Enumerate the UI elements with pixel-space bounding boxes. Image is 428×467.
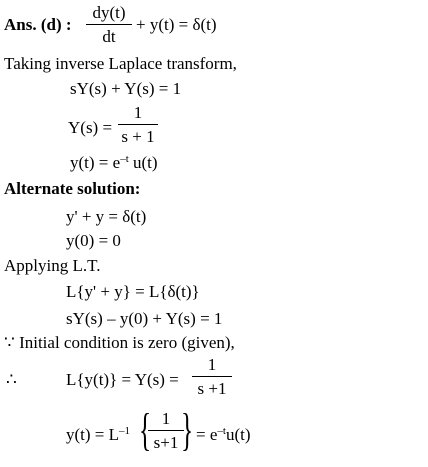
alternate-heading: Alternate solution:: [4, 179, 141, 198]
text-taking-inverse: Taking inverse Laplace transform,: [4, 54, 237, 73]
ys-fraction: [118, 104, 158, 145]
final-denominator: s+1: [153, 433, 179, 452]
fraction-bar: [118, 124, 158, 125]
equation-ly-lhs: L{y(t)} = Y(s) =: [66, 370, 179, 389]
ly-fraction: [192, 356, 232, 397]
final-rhs-base: = e: [196, 425, 218, 444]
equation-ode: y' + y = δ(t): [66, 207, 147, 226]
fraction-bar: [192, 376, 232, 377]
left-brace: {: [138, 404, 152, 455]
ode-rest: + y(t) = δ(t): [136, 15, 217, 34]
equation-ys-lhs: Y(s) =: [68, 118, 113, 137]
equation-lt: L{y' + y} = L{δ(t)}: [66, 282, 200, 301]
ly-numerator: 1: [207, 355, 217, 374]
final-rhs-exponent: –t: [217, 425, 226, 437]
final-rhs-tail: u(t): [225, 425, 251, 444]
inverse-exponent: –1: [119, 425, 131, 437]
text-because: ∵ Initial condition is zero (given),: [4, 333, 235, 352]
ys-numerator: 1: [133, 103, 143, 122]
ys-denominator: s + 1: [121, 127, 155, 146]
yt-exponent: –t: [120, 153, 129, 165]
equation-sys: sY(s) + Y(s) = 1: [70, 79, 182, 98]
therefore-symbol: ∴: [6, 370, 17, 389]
ly-denominator: s +1: [197, 379, 227, 398]
final-numerator: 1: [161, 409, 171, 428]
equation-yt: [70, 154, 158, 171]
yt-base: y(t) = e: [70, 153, 121, 172]
derivative-fraction: [86, 4, 132, 45]
text-applying-lt: Applying L.T.: [4, 256, 101, 275]
answer-label: Ans. (d) :: [4, 15, 72, 34]
equation-inverse-lhs: [66, 426, 130, 443]
fraction-bar: [148, 430, 184, 431]
fraction-bar: [86, 24, 132, 25]
equation-sys-y0: sY(s) – y(0) + Y(s) = 1: [66, 309, 223, 328]
derivative-numerator: dy(t): [92, 3, 126, 22]
right-brace: }: [180, 404, 194, 455]
equation-initial: y(0) = 0: [66, 231, 121, 250]
final-fraction: [148, 410, 184, 451]
equation-final-rhs: [196, 426, 251, 443]
derivative-denominator: dt: [102, 27, 116, 46]
inverse-base: y(t) = L: [66, 425, 120, 444]
yt-tail: u(t): [128, 153, 158, 172]
